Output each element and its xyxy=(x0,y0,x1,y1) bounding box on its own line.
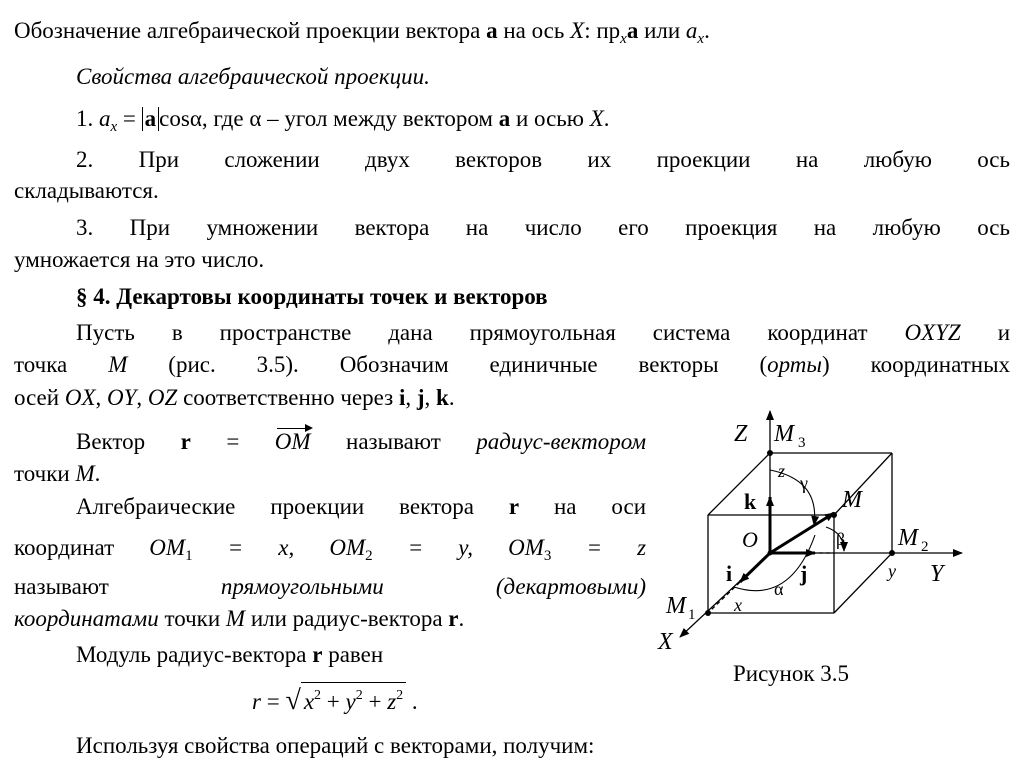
vector-a: а xyxy=(486,18,498,43)
last-line: Используя свойства операций с векторами, получим: xyxy=(76,733,595,758)
para1-line-3 xyxy=(14,383,455,413)
prop1-end: . xyxy=(603,106,610,131)
sqrt-body xyxy=(301,682,406,715)
om1-sub: 1 xyxy=(185,548,193,564)
vector-r-2: r xyxy=(448,606,459,631)
property-3-line-1: 3. При умножении вектора на число его проекция на любую ось xyxy=(76,215,1010,240)
ax-symbol: a xyxy=(685,18,698,43)
comma-1: , xyxy=(95,385,102,410)
label-z: z xyxy=(778,461,786,481)
colon: : xyxy=(584,18,591,43)
formula-x-sq: 2 xyxy=(314,688,322,703)
called-text: называют xyxy=(346,429,441,454)
para1-point-text: точка xyxy=(14,352,68,377)
formula-y: y xyxy=(345,689,356,714)
property-1-number: 1. xyxy=(76,106,94,131)
para2-end: . xyxy=(94,461,101,486)
prop1-lhs-sub: x xyxy=(110,119,118,135)
para1-end: . xyxy=(448,385,455,410)
prop1-text: , где α – угол между вектором xyxy=(201,106,493,131)
radius-vector-om xyxy=(770,513,834,553)
para3-line-3 xyxy=(14,572,646,602)
label-beta: β xyxy=(836,529,846,549)
om2-sub: 2 xyxy=(365,548,373,564)
unit-i-vector xyxy=(740,553,770,582)
point-word-2: точки xyxy=(164,606,221,631)
pr-vector-a: а xyxy=(626,18,639,43)
para1-point-m: M xyxy=(108,352,128,377)
para1-figure-ref: (рис. 3.5). Обозначим единичные векторы ( xyxy=(168,352,768,377)
para2-line-1 xyxy=(76,427,646,457)
label-j: j xyxy=(800,561,808,586)
vector-r: r xyxy=(180,429,191,454)
prop1-alpha: α xyxy=(189,106,202,131)
formula-z: z xyxy=(387,689,397,714)
figure-caption: Рисунок 3.5 xyxy=(733,661,849,686)
label-x: x xyxy=(734,595,742,615)
point-word: точки xyxy=(14,461,70,486)
radius-vector-text: радиус-вектором xyxy=(476,429,647,454)
formula-end: . xyxy=(411,689,418,714)
property-3-line-2: умножается на это число. xyxy=(14,247,265,272)
cartesian-word: (декартовыми) xyxy=(495,574,646,599)
comma-4: , xyxy=(424,385,431,410)
pr-subscript: x xyxy=(620,31,627,47)
projections-text: Алгебраические проекции вектора xyxy=(76,494,474,519)
properties-title: Свойства алгебраической проекции. xyxy=(76,64,430,89)
call-word: называют xyxy=(14,574,109,599)
formula-eq: = xyxy=(266,689,280,714)
modulus-text: Модуль радиус-вектора xyxy=(76,642,307,667)
para2-line-2 xyxy=(14,459,100,489)
point-m-dot xyxy=(831,512,837,518)
para3-vector-r: r xyxy=(508,494,520,519)
formula-x: x xyxy=(303,689,315,714)
para4-line xyxy=(76,640,383,670)
para3-line-1 xyxy=(76,492,646,522)
formula-y-sq: 2 xyxy=(355,688,363,703)
om1-eq: = x xyxy=(227,535,289,560)
label-i: i xyxy=(726,561,733,586)
om2-eq: = y xyxy=(407,535,468,560)
modulus-formula xyxy=(252,682,418,717)
section-heading: § 4. Декартовы координаты точек и векторов xyxy=(76,284,548,309)
para1-text-c: и xyxy=(997,320,1011,345)
para3-end: . xyxy=(458,606,465,631)
point-m3 xyxy=(767,450,773,456)
para1-line-1 xyxy=(76,318,1010,348)
para1-through-text: соответственно через xyxy=(183,385,394,410)
label-x-axis: X xyxy=(658,629,673,655)
para3-line-4 xyxy=(14,604,464,634)
on-axis-text: на ось xyxy=(503,18,565,43)
point-m: M xyxy=(75,461,95,486)
point-m-2: M xyxy=(225,606,246,631)
om3-eq: = z xyxy=(586,535,647,560)
comma-2: , xyxy=(136,385,143,410)
on-axes-text: на оси xyxy=(553,494,646,519)
prop1-lhs: a xyxy=(99,106,111,131)
para1-axes-text: осей xyxy=(14,385,60,410)
unit-k: k xyxy=(436,385,449,410)
rectangular-word: прямоугольными xyxy=(220,574,384,599)
intro-text: Обозначение алгебраической проекции вектора xyxy=(14,18,481,43)
para1-coord-text: ) координатных xyxy=(822,352,1011,377)
formula-r: r xyxy=(252,689,261,714)
label-m1-sub: 1 xyxy=(688,607,696,623)
coordinates-italic: координатами xyxy=(14,606,159,631)
unit-i: i xyxy=(398,385,406,410)
om3: OM xyxy=(508,535,544,560)
label-y-axis: Y xyxy=(930,561,944,587)
point-m1 xyxy=(705,610,711,616)
point-m2 xyxy=(889,550,895,556)
axis-ox: OX xyxy=(64,385,96,410)
or-text: или xyxy=(644,18,681,43)
para3-line-2: координат $OM_1 = x$, $OM_2 = y$, $OM_3 = z$ xyxy=(14,535,647,564)
label-o: O xyxy=(742,527,758,552)
unit-j: j xyxy=(416,385,425,410)
label-alpha: α xyxy=(774,579,784,599)
prop1-cos: cos xyxy=(159,106,190,131)
prop1-eq: = xyxy=(122,106,136,131)
vector-word: Вектор xyxy=(76,429,146,454)
intro-line xyxy=(14,16,710,54)
system-oxyz: OXYZ xyxy=(904,320,961,345)
prop1-abs-a: a xyxy=(142,107,160,131)
om1: OM xyxy=(149,535,186,560)
formula-plus-2: + xyxy=(368,689,382,714)
label-m2-sub: 2 xyxy=(921,539,929,555)
para1-text-a: Пусть в пространстве дана прямоугольная система координат xyxy=(76,320,868,345)
property-2-line-2: складываются. xyxy=(14,178,159,203)
label-m3-sub: 3 xyxy=(798,435,806,451)
prop1-axis-x: X xyxy=(589,106,604,131)
radius-vector-word: или радиус-вектора xyxy=(250,606,443,631)
intro-period: . xyxy=(704,18,710,43)
axis-x: X xyxy=(570,18,585,43)
property-1 xyxy=(76,104,610,142)
para4-vector-r: r xyxy=(312,642,323,667)
om3-sub: 3 xyxy=(543,548,552,564)
sqrt-sign: √ xyxy=(285,685,301,716)
para1-orty: орты xyxy=(767,352,822,377)
label-z-axis: Z xyxy=(734,421,748,447)
label-m2: M xyxy=(898,525,918,551)
prop1-vector-a: а xyxy=(498,106,511,131)
formula-plus-1: + xyxy=(326,689,340,714)
vector-om: OM xyxy=(275,427,311,457)
axis-oy: OY xyxy=(107,385,137,410)
label-m3: M xyxy=(774,421,794,447)
label-k: k xyxy=(744,489,757,514)
formula-z-sq: 2 xyxy=(396,688,404,703)
ax-subscript: x xyxy=(697,31,705,47)
axis-oz: OZ xyxy=(147,385,178,410)
label-m: M xyxy=(842,487,862,513)
coordinate-figure xyxy=(650,405,970,695)
om2: OM xyxy=(329,535,366,560)
equals-word: равен xyxy=(328,642,384,667)
para1-line-2 xyxy=(14,350,1010,380)
label-y: y xyxy=(888,561,896,581)
prop1-text2: и осью xyxy=(515,106,584,131)
origin-dot xyxy=(768,551,773,556)
para2-eq: = xyxy=(226,429,240,454)
property-2-line-1: 2. При сложении двух векторов их проекции на любую ось xyxy=(76,147,1010,172)
comma-3: , xyxy=(405,385,412,410)
label-m1: M xyxy=(666,593,686,619)
coordinates-word: координат xyxy=(14,535,115,560)
label-gamma: γ xyxy=(800,473,808,493)
pr-text: пр xyxy=(596,18,621,43)
